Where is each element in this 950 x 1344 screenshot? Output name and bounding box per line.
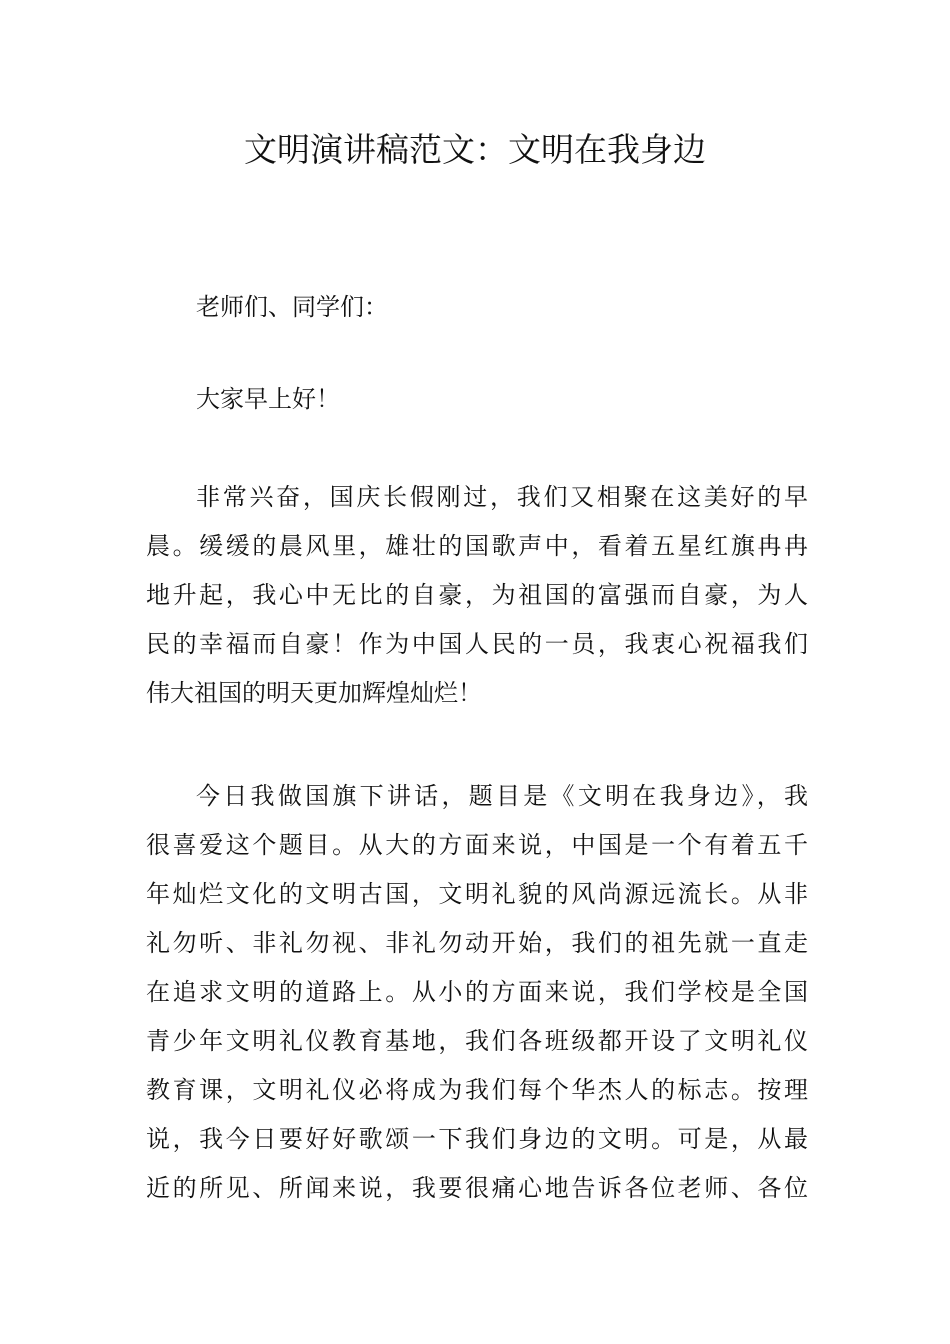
paragraph-line: 说，我今日要好好歌颂一下我们身边的文明。可是，从最 — [146, 1125, 808, 1153]
paragraph-line: 近的所见、所闻来说，我要很痛心地告诉各位老师、各位 — [146, 1174, 808, 1202]
greeting-line — [146, 283, 808, 332]
paragraph-line: 教育课，文明礼仪必将成为我们每个华杰人的标志。按理 — [146, 1076, 808, 1104]
paragraph-line: 晨。缓缓的晨风里，雄壮的国歌声中，看着五星红旗冉冉 — [146, 532, 808, 560]
paragraph-line: 年灿烂文化的文明古国，文明礼貌的风尚源远流长。从非 — [146, 880, 808, 908]
paragraph-line: 伟大祖国的明天更加辉煌灿烂！ — [146, 679, 482, 707]
greeting-text: 老师们、同学们： — [196, 293, 388, 321]
salutation-line — [146, 375, 808, 424]
paragraph-line: 民的幸福而自豪！作为中国人民的一员，我衷心祝福我们 — [146, 630, 808, 658]
paragraph-line: 今日我做国旗下讲话，题目是《文明在我身边》，我 — [196, 782, 808, 810]
paragraph-line: 地升起，我心中无比的自豪，为祖国的富强而自豪，为人 — [146, 581, 808, 609]
paragraph-2 — [146, 772, 808, 1213]
document-title: 文明演讲稿范文：文明在我身边 — [244, 130, 706, 169]
paragraph-1 — [146, 473, 808, 718]
paragraph-line: 青少年文明礼仪教育基地，我们各班级都开设了文明礼仪 — [146, 1027, 808, 1055]
paragraph-line: 非常兴奋，国庆长假刚过，我们又相聚在这美好的早 — [196, 483, 808, 511]
paragraph-line: 礼勿听、非礼勿视、非礼勿动开始，我们的祖先就一直走 — [146, 929, 808, 957]
paragraph-line: 很喜爱这个题目。从大的方面来说，中国是一个有着五千 — [146, 831, 808, 859]
paragraph-line: 在追求文明的道路上。从小的方面来说，我们学校是全国 — [146, 978, 808, 1006]
salutation-text: 大家早上好！ — [196, 385, 340, 413]
